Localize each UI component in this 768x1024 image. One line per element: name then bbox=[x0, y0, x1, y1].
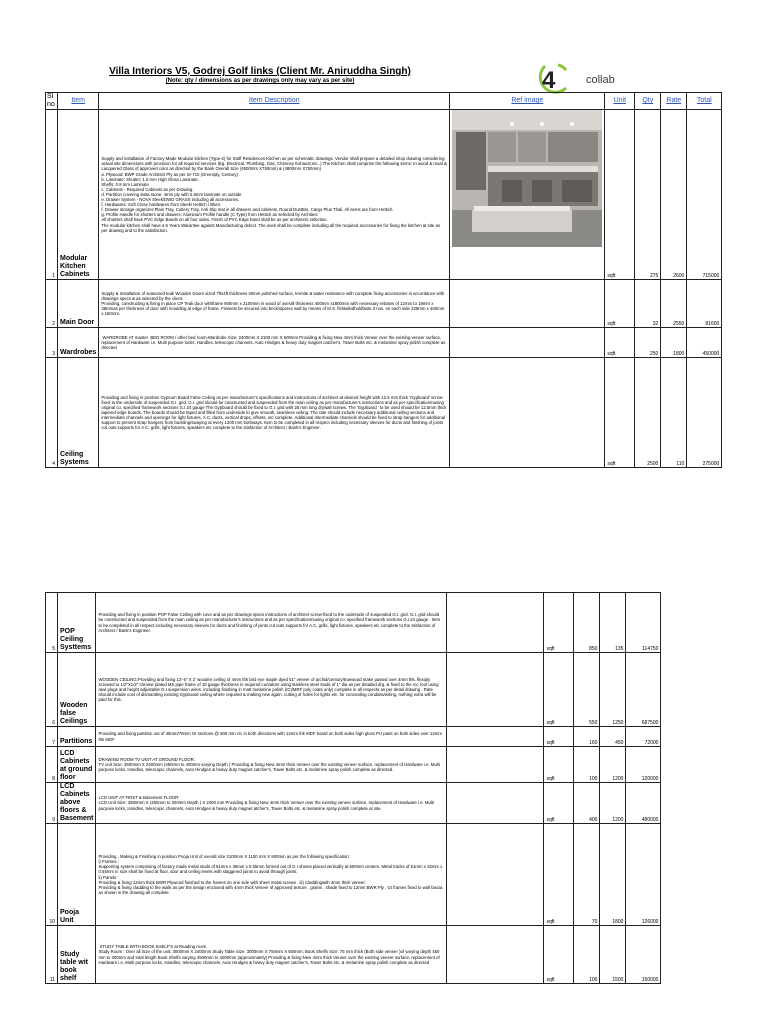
row-sn: 3 bbox=[46, 328, 58, 358]
row-sn: 1 bbox=[46, 110, 58, 280]
row-unit: sqft bbox=[544, 783, 574, 824]
row-qty: 850 bbox=[574, 593, 600, 653]
document-title: Villa Interiors V5, Godrej Golf links (Client Mr. Aniruddha Singh) bbox=[109, 66, 411, 77]
row-qty: 100 bbox=[574, 926, 600, 984]
row-rate: 1200 bbox=[600, 783, 626, 824]
row-description: DRAWING ROOM TV UNIT AT GROUND FLOOR: TV unit Size: 3500mm X 2400mm (450mm to 400mm varying Depth ) Providing & fixing New 4mm thick Veneer over the existing veneer surface, replacement of Hardware i.e. Multi purpose locks, Handles, telescopic channels, Auto Hindges & heavy duty magnet catcher's, Tower Bolts etc. & melamine spray polish complete as directed. bbox=[98, 756, 440, 773]
table-row bbox=[46, 593, 661, 653]
row-description-cell bbox=[96, 727, 447, 747]
collab-logo bbox=[528, 62, 638, 96]
row-item: Main Door bbox=[58, 280, 99, 328]
row-description-cell bbox=[99, 280, 450, 328]
row-ref-image-cell bbox=[447, 653, 544, 727]
row-rate: 2600 bbox=[661, 110, 687, 280]
row-rate: 135 bbox=[600, 593, 626, 653]
row-description-cell bbox=[96, 593, 447, 653]
row-item: LCD Cabinets above floors & Basement bbox=[58, 783, 96, 824]
row-description-cell bbox=[96, 653, 447, 727]
col-sn: Sl no bbox=[46, 93, 58, 110]
row-rate: 1250 bbox=[600, 653, 626, 727]
row-description-cell bbox=[99, 110, 450, 280]
document-note: (Note: qty / dimensions as per drawings only may vary as per site) bbox=[165, 78, 355, 84]
col-ref-image[interactable]: Ref image bbox=[450, 93, 605, 110]
row-description: LCD UNIT AT FIRST & Basement FLOOR: LCD Unit Size: 3500mm X (450mm to 300mm Depth ) X 2400 mm Providing & fixing New 4mm thick Veneer over the existing veneer surface, replacement of Hardware i.e. Multi purpose locks, Handles, telescopic channels, Auto Hindges & heavy duty magnet atcher's, Tower Bolts etc. & melamine spray polish complete at site. bbox=[98, 795, 435, 811]
row-rate: 110 bbox=[661, 358, 687, 468]
row-item: Partitions bbox=[58, 727, 96, 747]
row-description-cell bbox=[96, 824, 447, 926]
row-description: Providing and fixing in position Gypsum Board False Ceiling as per manufacturer's specifications and instructions of architect at desired height with 12.5 mm thick 'Gypboard' screw-fixed to the underside of suspended G.I. grid. G.I. grid should be constructed and suspended from the main ceiling as per manufacturer's instructions and as per specificationmusing original co. specified framework sections G.I.24 gauge The Gypboard should be fixed to G.I. grid with 25 mm long drywall screws. The 'Gypboard ' to be used should be 12.5mm thick tapered edge boards. The boards should be taped and filled from underside to give smooth, seamless ceiling. The rate should include necessary additional ceiling sections and intermediate channels and openings for light fixtures, A.C. ducts, vertical drops, offsets, etc complete. Additional Intermediate channels should be fixed to strap hangers for additional support to prevent strap hangers from buckling/swaying at every 1200 mm bothways. Item to be completed in all respect including necessary sleeves for ducts and finishing of joints cut outs supports for A.C. grills, light fixtures, speakers etc complete to the stisfaction of Architect / Bank's Engineer. bbox=[101, 394, 448, 431]
row-description: WOODEN CEILING:Providing and fixing 12'-6" X 2' wooden ceiling of 4mm thk bird eye maple dyed 51" veneer of archid/century/truewood make pasted over 4mm thk. flexiply screwed to 1/2"X1/2" chrome plated MS pipe frame of 18 gauge thickness in required curvature using stainless steel studs of 1" dia as per detailed drg. & fixed to the rcc roof using rawl plugs and height adjustable G.I suspension wires, including finishing in matt melamine polish (ICI/MRF poly coats only) complete in all respects as per detail drawing . Rate should include cost of dismantling existing Gypboard ceiling where required & making new again, cutting of holes for lights etc. for concealing conduits/wiring, nothing extra will be paid for this. bbox=[98, 676, 440, 703]
col-description[interactable]: Item Description bbox=[99, 93, 450, 110]
row-rate: 1800 bbox=[600, 824, 626, 926]
row-total: 114750 bbox=[626, 593, 661, 653]
row-description-cell bbox=[96, 747, 447, 783]
row-description: Providing and fixing partition out of 45mm/70mm GI sections @ 600 mm c/c in both directions with 12mm thk MDF board on both sides high gloss PU paint on both sides over 12mm thk MDF bbox=[98, 731, 444, 742]
row-rate: 450 bbox=[600, 727, 626, 747]
row-item: Study table wit book shelf bbox=[58, 926, 96, 984]
row-item: POP Ceiling Systtems bbox=[58, 593, 96, 653]
row-description: Providing and fixing in position POP False Ceiling with cove and as per drawings specs instructions of architect screw-fixed to the underside of suspended G.I. grid. G.I. grid should be constructed and suspended from the main ceiling as per manufacturer's instructions and as per specificationmusing original co. specified framework sections G.I.24 gauge . Item to be completed in all respect including necessary sleeves for ducts and finishing of joints cut outs supports for A.C. grills, light fixtures, speakers etc complete to the stisfaction of Architect / Bank's Engineer. bbox=[98, 612, 442, 633]
boq-table-page1 bbox=[45, 92, 722, 468]
row-item: Pooja Unit bbox=[58, 824, 96, 926]
row-total: 81600 bbox=[687, 280, 722, 328]
kitchen-photo-icon bbox=[452, 110, 602, 247]
row-ref-image-cell bbox=[447, 593, 544, 653]
row-qty: 32 bbox=[635, 280, 661, 328]
col-qty[interactable]: Qty bbox=[635, 93, 661, 110]
row-item: Ceiling Systems bbox=[58, 358, 99, 468]
row-qty: 400 bbox=[574, 783, 600, 824]
row-unit: sqft bbox=[605, 280, 635, 328]
row-unit: sqft bbox=[605, 358, 635, 468]
row-ref-image-cell bbox=[447, 926, 544, 984]
row-ref-image-cell bbox=[447, 747, 544, 783]
row-ref-image-cell bbox=[450, 358, 605, 468]
row-description-cell bbox=[96, 783, 447, 824]
logo-text: collab bbox=[586, 74, 615, 86]
table-row bbox=[46, 358, 722, 468]
row-description: WARDROBE AT master BED ROOM / other bed room-Wardrobe Size: 2400mm X 2100 mm X 600mm Providing & fixing New 4mm thick Veneer over the existing veneer surface, replacement of Hardware i.e. Multi purpose locks, Handles, telescopic channels, Auto Hindges & heavy duty magnet catcher's, Tower Bolts etc. & melamine spray polish complete as directed bbox=[101, 334, 447, 351]
row-unit: sqft bbox=[544, 824, 574, 926]
row-qty: 2500 bbox=[635, 358, 661, 468]
row-total: 687500 bbox=[626, 653, 661, 727]
row-sn: 11 bbox=[46, 926, 58, 984]
row-unit: sqft bbox=[544, 747, 574, 783]
row-ref-image-cell bbox=[450, 328, 605, 358]
row-unit: sqft bbox=[544, 926, 574, 984]
table-row bbox=[46, 824, 661, 926]
row-qty: 250 bbox=[635, 328, 661, 358]
row-total: 126000 bbox=[626, 824, 661, 926]
row-sn: 7 bbox=[46, 727, 58, 747]
row-unit: sqft bbox=[544, 653, 574, 727]
row-qty: 70 bbox=[574, 824, 600, 926]
row-qty: 550 bbox=[574, 653, 600, 727]
row-description: Supply and installation of Factory Made Modular kitchen (Type-2) for Staff Residences Kitchen as per schematic drawings. Vendor shall prepare a detailed shop drawing considering actual site dimensions with provision for all required services (Eg. Electrical, Plumbing, Gas, Chimney Exhaust,etc..) The Kitchen shall comprise the following items: In wood & mual & Lacquered Glass of approved color as directed by the Bank Overall Size (4500mm X750mm) & (4800mm X750mm) a. Plywood: BWP Grade Architect Ply as per IS-710 (Greenply, Century) b. Laminate: Shutter: 1.0 mm High Gloss Laminate. Shelfs: 0.8 mm Laminate c. Cabinets - Required Cabinets as per Drawing. d. Partition covering lasta stone: 4mm ply with 0.8mm laminate on outside e. Drawer System - NOVA Sleek/DWD GRASS including all accessories. f. Hardwares: Soft Close hardwares from Sleek/ Hettich / Blum. f. Drawer storage organizer:Plain Tray, Cutlery Tray, Anti Slip mat in all drawers and cabinets, Round DustBin, Cargo Plus Thali. All items are from Hettich. g. Profile Handle for shutters and drawers: Aluminum Profile handle (C Type) from Hettich as selected by Architect All shutters shall have PVC Edge Bands on all four sides. Finish of PVC Edge band shall be as per architects selection. The modular kitchen shall have a 5 Years Warantee against Manufacturing defect. The work shall be complete including all the required accessories for fixing the kitchen at site as per drawing and to the satisfaction. bbox=[101, 156, 447, 233]
row-unit: sqft bbox=[544, 727, 574, 747]
table-row bbox=[46, 783, 661, 824]
row-description-cell bbox=[96, 926, 447, 984]
row-unit: sqft bbox=[605, 110, 635, 280]
table-row bbox=[46, 110, 722, 280]
col-unit[interactable]: Unit bbox=[605, 93, 635, 110]
row-unit: sqft bbox=[544, 593, 574, 653]
row-qty: 275 bbox=[635, 110, 661, 280]
row-ref-image-cell bbox=[447, 727, 544, 747]
row-sn: 2 bbox=[46, 280, 58, 328]
row-rate: 1800 bbox=[661, 328, 687, 358]
boq-table-page2 bbox=[45, 592, 661, 984]
row-description-cell bbox=[99, 358, 450, 468]
row-total: 275000 bbox=[687, 358, 722, 468]
row-total: 480000 bbox=[626, 783, 661, 824]
row-rate: 2550 bbox=[661, 280, 687, 328]
col-rate[interactable]: Rate bbox=[661, 93, 687, 110]
col-item[interactable]: Item bbox=[58, 93, 99, 110]
table-row bbox=[46, 280, 722, 328]
row-total: 150000 bbox=[626, 926, 661, 984]
row-description: STUDY TABLE WITH BOOK SHELF'S at Reading room. Study Room : Over all Size of the unit: 3000mm X 2400mm Study Table Size: 3000mm X 750mm X 600mm; Book Shelfs Size: 75 mm thick (Both side veneer )of varying depth 450 mm to 300mm and total length Book Shelfs varying 4500mm to 4000mm (approximately) Providing & fixing New 4mm thick Veneer over the existing veneer surface, replacement of Hardware i.e. Multi purpose locks, Handles, telescopic channels, Auto Hindges & heavy duty magnet catcher's, Tower Bolts etc. & melamine spray polish complete as directed bbox=[98, 944, 440, 965]
table-row bbox=[46, 926, 661, 984]
row-item: LCD Cabinets at ground floor bbox=[58, 747, 96, 783]
row-rate: 1200 bbox=[600, 747, 626, 783]
row-total: 120000 bbox=[626, 747, 661, 783]
table-row bbox=[46, 727, 661, 747]
row-ref-image-cell bbox=[450, 280, 605, 328]
table-row bbox=[46, 328, 722, 358]
row-sn: 8 bbox=[46, 747, 58, 783]
table-row bbox=[46, 747, 661, 783]
row-ref-image-cell bbox=[447, 783, 544, 824]
row-qty: 160 bbox=[574, 727, 600, 747]
row-item: Wardrobes bbox=[58, 328, 99, 358]
row-description-cell bbox=[99, 328, 450, 358]
table-header bbox=[46, 93, 722, 110]
row-item: Modular Kitchen Cabinets bbox=[58, 110, 99, 280]
col-total[interactable]: Total bbox=[687, 93, 722, 110]
row-ref-image-cell bbox=[450, 110, 605, 280]
row-rate: 1500 bbox=[600, 926, 626, 984]
row-item: Wooden false Ceilings bbox=[58, 653, 96, 727]
row-sn: 5 bbox=[46, 593, 58, 653]
row-unit: sqft bbox=[605, 328, 635, 358]
row-total: 715000 bbox=[687, 110, 722, 280]
row-sn: 6 bbox=[46, 653, 58, 727]
row-description: Supply & Installation of seasoned teak Wooden Doors sized 7ftx4ft thickness 40mm polished surface, termite & water resistance with complete fixing accessories in accordance with drawings specs & as selected by the client. Providing, constructing & fixing in place CP Teak door withframe 900mm x 2100mm in wood of overall thickness 400mm x1800mm with necessary rebates of 12mm to 19mm x 38mmas per thickness of door with moulding at edge of frame. Framets be secured into brick/siporex wall by means of M.S. fishtailedholdfasts 3 nos. on each side 225mm x 450mm x 150mm. bbox=[101, 290, 445, 317]
row-sn: 10 bbox=[46, 824, 58, 926]
table-row bbox=[46, 653, 661, 727]
row-ref-image-cell bbox=[447, 824, 544, 926]
row-qty: 100 bbox=[574, 747, 600, 783]
row-total: 72000 bbox=[626, 727, 661, 747]
row-sn: 4 bbox=[46, 358, 58, 468]
row-sn: 9 bbox=[46, 783, 58, 824]
row-total: 450000 bbox=[687, 328, 722, 358]
row-description: Providing , Making & Finishing in position Pooja Unit of overall size 2100mm X 1100 mm X 900mm as per the following specification: i) Frames : Supporting system comprising of factory made metal studs of 51mm x 35mm x 0.55mm formed out of G I sheets placed vertically at 600mm centers. Metal tracks of 51mm x 32mm x 0.55mm in size shall be fixed at floor, door and ceiling levels with staggered joints to avoid through joints. ii) Panels : Providing & fixing 12mm thick BWR Plywood finished to the frames on one side with sheet metal screws . iii) Claddingwith 4mm thick veneer: Providing & fixing cladding to the walls as per the design enclosed with 4mm thick Veneer of approved texture , grains . shade fixed to 12mm BWR Ply , GI frames fixed to wall fascia as shown in the drawing all complete. bbox=[98, 854, 443, 895]
logo-number: 4 bbox=[542, 67, 556, 94]
